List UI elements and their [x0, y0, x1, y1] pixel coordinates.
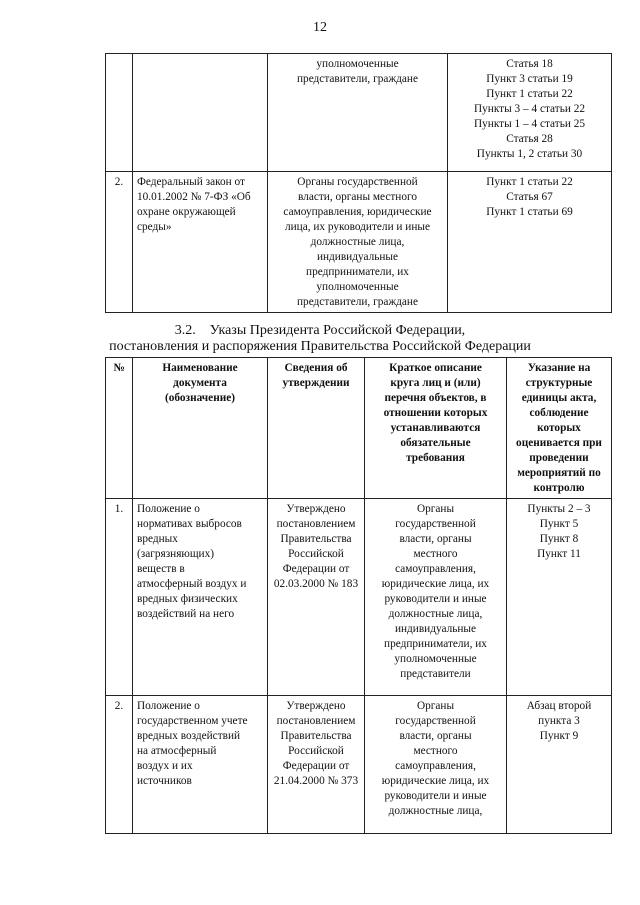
subjects-description-line: индивидуальные — [316, 251, 399, 263]
subjects-description-line: уполномоченные — [316, 58, 399, 70]
header-number: № — [106, 358, 133, 499]
document-name-line: среды» — [137, 221, 172, 233]
approval-info-line: Российской — [288, 745, 344, 757]
row-number — [106, 54, 133, 172]
document-name-line: воздух и их — [137, 760, 193, 772]
document-name-line: атмосферный воздух и — [137, 578, 247, 590]
header-text-line: проведении — [529, 452, 589, 464]
subjects-description-line: представители, граждане — [297, 73, 418, 85]
subjects-description-line: власти, органы — [399, 533, 472, 545]
header-text-line: отношении которых — [383, 407, 488, 419]
subjects-description-line: лица, их руководители и иные — [284, 221, 431, 233]
section-title-line1 — [0, 322, 640, 339]
approval-info-line: постановлением — [276, 715, 356, 727]
document-name — [133, 696, 268, 834]
header-text-line: утверждении — [282, 377, 350, 389]
header-text-line: (обозначение) — [165, 392, 235, 404]
header-text-line: мероприятий по — [517, 467, 601, 479]
header-text-line: оценивается при — [516, 437, 602, 449]
structural-units-line: Пункт 8 — [539, 533, 579, 545]
subjects-description-line: юридические лица, их — [381, 775, 490, 787]
document-name-line: веществ в — [137, 563, 185, 575]
subjects-description-line: Органы государственной — [297, 176, 418, 188]
document-name-line: Положение о — [137, 700, 200, 712]
document-name-line: источников — [137, 775, 192, 787]
structural-units-line: Пункты 1 – 4 статьи 25 — [473, 118, 586, 130]
document-name-line: государственном учете — [137, 715, 248, 727]
subjects-description-line: Органы — [416, 503, 455, 515]
document-name-line: (загрязняющих) — [137, 548, 215, 560]
header-name — [133, 358, 268, 499]
subjects-description — [268, 172, 448, 313]
document-name — [133, 172, 268, 313]
row-number: 2. — [106, 172, 133, 313]
structural-units-line: Пункт 5 — [539, 518, 579, 530]
subjects-description-line: местного — [413, 745, 458, 757]
page-number: 12 — [313, 20, 327, 35]
approval-info-line: Утверждено — [286, 700, 346, 712]
subjects-description-line: должностные лица, — [310, 236, 405, 248]
subjects-description-line: должностные лица, — [388, 608, 483, 620]
subjects-description — [268, 54, 448, 172]
subjects-description-line: самоуправления, — [395, 760, 476, 772]
subjects-description-line: самоуправления, — [395, 563, 476, 575]
structural-units-line: Пункт 1 статьи 22 — [486, 88, 573, 100]
subjects-description-line: представители, граждане — [297, 296, 418, 308]
document-name-line: Федеральный закон от — [137, 176, 245, 188]
structural-units-line: Пункт 3 статьи 19 — [486, 73, 573, 85]
structural-units — [448, 172, 612, 313]
document-name-line: вредных — [137, 533, 178, 545]
approval-info — [268, 499, 365, 696]
structural-units-line: Пункт 11 — [537, 548, 581, 560]
structural-units-line: Статья 28 — [506, 133, 553, 145]
subjects-description-line: предприниматели, их — [384, 638, 487, 650]
top-table-body — [106, 54, 612, 313]
header-text-line: требования — [406, 452, 465, 464]
subjects-description-line: власти, органы местного — [298, 191, 417, 203]
structural-units-line: Абзац второй — [526, 700, 592, 712]
header-text-line: соблюдение — [529, 407, 589, 419]
structural-units-line: Пункты 2 – 3 — [527, 503, 591, 515]
row-number: 2. — [106, 696, 133, 834]
structural-units-line: Пункт 1 статьи 22 — [486, 176, 573, 188]
subjects-description-line: представители — [400, 668, 471, 680]
table-row — [106, 54, 612, 172]
subjects-description-line: власти, органы — [399, 730, 472, 742]
subjects-description-line: Органы — [416, 700, 455, 712]
subjects-description-line: предприниматели, их — [306, 266, 409, 278]
header-text-line: контролю — [533, 482, 585, 494]
table-row — [106, 172, 612, 313]
subjects-description-line: государственной — [395, 715, 476, 727]
structural-units — [507, 499, 612, 696]
document-name-line: вредных воздействий — [137, 730, 241, 742]
approval-info-line: Правительства — [280, 533, 352, 545]
document-name-line: охране окружающей — [137, 206, 236, 218]
document-name-line: воздействий на него — [137, 608, 235, 620]
header-text-line: единицы акта, — [521, 392, 597, 404]
header-text-line: перечня объектов, в — [384, 392, 487, 404]
approval-info-line: Федерации от — [282, 563, 350, 575]
structural-units — [448, 54, 612, 172]
subjects-description-line: уполномоченные — [316, 281, 399, 293]
structural-units-line: Статья 67 — [506, 191, 553, 203]
header-text-line: обязательные — [400, 437, 471, 449]
document-name-line: вредных физических — [137, 593, 238, 605]
approval-info — [268, 696, 365, 834]
subjects-description — [365, 696, 507, 834]
document-name — [133, 54, 268, 172]
subjects-description-line: государственной — [395, 518, 476, 530]
header-text-line: Наименование — [162, 362, 238, 374]
document-name — [133, 499, 268, 696]
approval-info-line: постановлением — [276, 518, 356, 530]
top-law-table — [105, 53, 612, 313]
section-title-text1: Указы Президента Российской Федерации, — [209, 323, 466, 338]
header-text-line: документа — [173, 377, 227, 389]
subjects-description-line: юридические лица, их — [381, 578, 490, 590]
document-name-line: на атмосферный — [137, 745, 217, 757]
approval-info-line: Правительства — [280, 730, 352, 742]
structural-units-line: Пункты 3 – 4 статьи 22 — [473, 103, 586, 115]
header-text-line: устанавливаются — [390, 422, 481, 434]
header-text-line: Сведения об — [284, 362, 348, 374]
decrees-table — [105, 357, 612, 834]
structural-units-line: Пункты 1, 2 статьи 30 — [476, 148, 583, 160]
subjects-description-line: руководители и иные — [384, 593, 487, 605]
header-text-line: Указание на — [527, 362, 591, 374]
table-row — [106, 696, 612, 834]
structural-units-line: пункта 3 — [538, 715, 580, 727]
header-approval — [268, 358, 365, 499]
structural-units — [507, 696, 612, 834]
header-text-line: Краткое описание — [389, 362, 482, 374]
section-number: 3.2. — [174, 323, 196, 338]
approval-info-line: Утверждено — [286, 503, 346, 515]
approval-info-line: 02.03.2000 № 183 — [273, 578, 359, 590]
header-text-line: которых — [537, 422, 581, 434]
row-number: 1. — [106, 499, 133, 696]
header-text-line: структурные — [525, 377, 593, 389]
decrees-table-body — [106, 499, 612, 834]
subjects-description-line: местного — [413, 548, 458, 560]
subjects-description-line: уполномоченные — [394, 653, 477, 665]
table-row — [106, 499, 612, 696]
table-header-row — [106, 358, 612, 499]
approval-info-line: Федерации от — [282, 760, 350, 772]
approval-info-line: 21.04.2000 № 373 — [273, 775, 359, 787]
header-text-line: круга лиц и (или) — [390, 377, 481, 389]
structural-units-line: Пункт 9 — [539, 730, 579, 742]
subjects-description-line: индивидуальные — [394, 623, 477, 635]
approval-info-line: Российской — [288, 548, 344, 560]
subjects-description — [365, 499, 507, 696]
document-name-line: Положение о — [137, 503, 200, 515]
document-name-line: нормативах выбросов — [137, 518, 242, 530]
header-units — [507, 358, 612, 499]
section-title-line2: постановления и распоряжения Правительства Российской Федерации — [109, 339, 531, 354]
header-subjects — [365, 358, 507, 499]
subjects-description-line: руководители и иные — [384, 790, 487, 802]
document-name-line: 10.01.2002 № 7-ФЗ «Об — [137, 191, 251, 203]
structural-units-line: Пункт 1 статьи 69 — [486, 206, 573, 218]
subjects-description-line: должностные лица, — [388, 805, 483, 817]
subjects-description-line: самоуправления, юридические — [283, 206, 432, 218]
structural-units-line: Статья 18 — [506, 58, 553, 70]
